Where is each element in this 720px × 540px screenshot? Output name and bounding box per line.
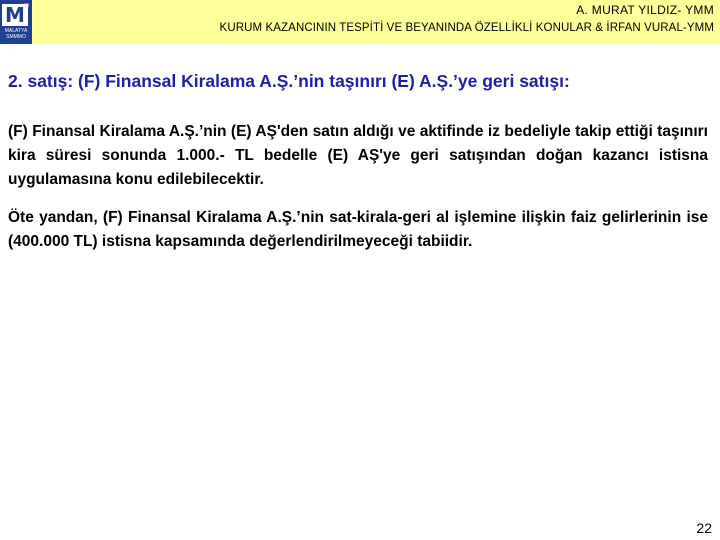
paragraph-1: (F) Finansal Kiralama A.Ş.’nin (E) AŞ'den satın aldığı ve aktifinde iz bedeliyle takip ettiği taşınırı kira süresi sonunda 1.000.- TL bedelle (E) AŞ'ye geri satışından doğan kazancı istisna uygulamasına konu edilebilecektir. — [8, 123, 708, 188]
header-subtitle: KURUM KAZANCININ TESPİTİ VE BEYANINDA ÖZELLİKLİ KONULAR & İRFAN VURAL-YMM — [219, 22, 714, 34]
header-band — [0, 0, 720, 44]
logo-superscript: m — [24, 3, 29, 9]
logo-mark: M — [2, 4, 28, 26]
smmmo-logo — [0, 0, 32, 44]
author-line: A. MURAT YILDIZ- YMM — [576, 3, 714, 17]
paragraph-2: Öte yandan, (F) Finansal Kiralama A.Ş.’nin sat-kirala-geri al işlemine ilişkin faiz gelirlerinin ise (400.000 TL) istisna kapsamında değerlendirilmeyeceği tabiidir. — [8, 209, 708, 250]
slide-title: 2. satış: (F) Finansal Kiralama A.Ş.’nin taşınırı (E) A.Ş.’ye geri satışı: — [8, 71, 570, 91]
logo-text: MALATYA SMMMO — [4, 28, 28, 40]
page-number: 22 — [696, 520, 712, 536]
